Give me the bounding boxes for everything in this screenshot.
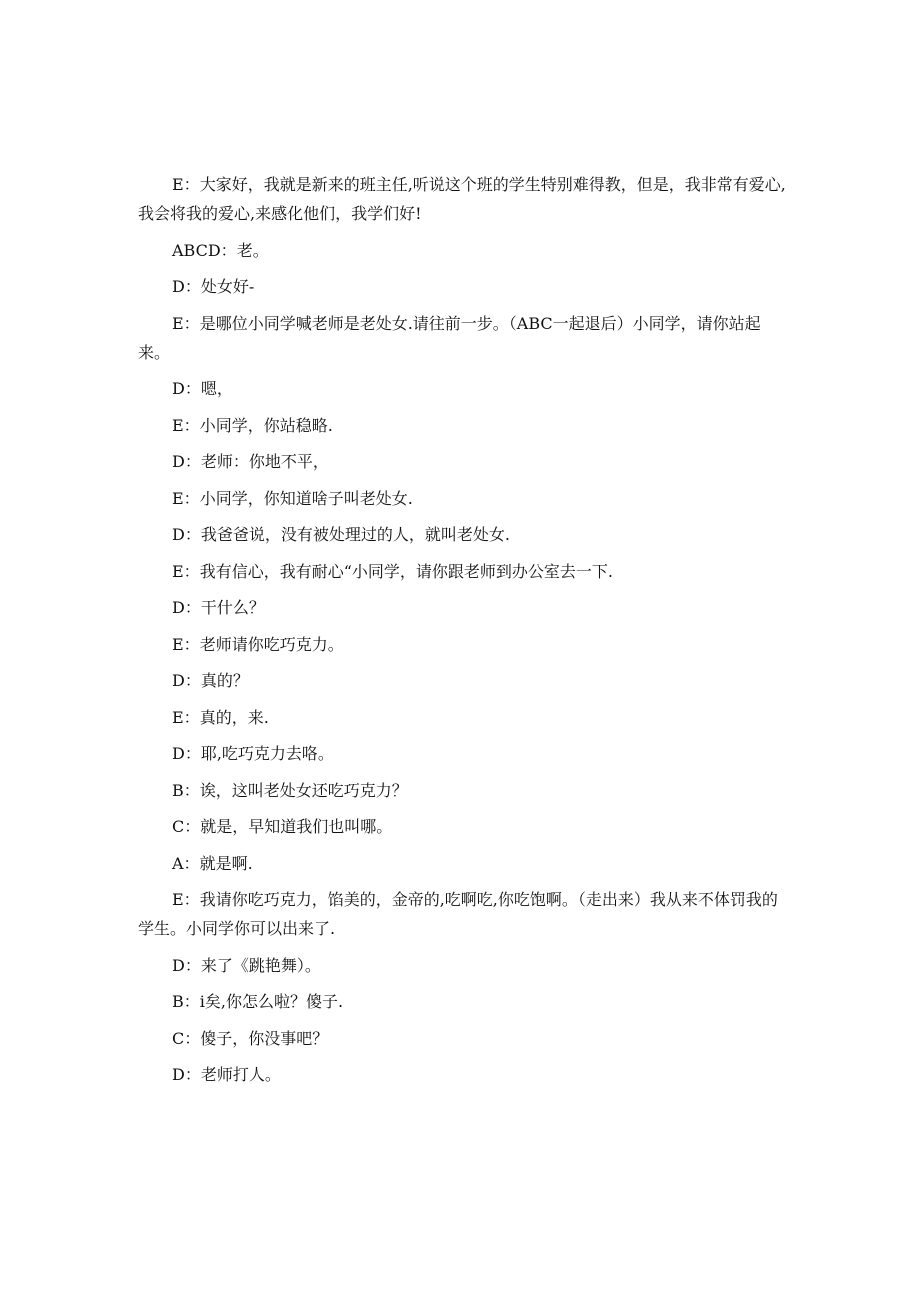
dialogue-line (138, 885, 788, 943)
dialogue-line (138, 739, 788, 768)
dialogue-text: 老师请你吃巧克力。 (199, 634, 344, 654)
dialogue-text: 大家好，我就是新来的班主任,听说这个班的学生特别难得教，但是，我非常有爱心,我会将我的爱心,来感化他们，我学们好! (138, 175, 786, 223)
dialogue-line (138, 236, 788, 265)
dialogue-text: 老师：你地不平， (200, 452, 329, 471)
speaker-label: D： (172, 955, 201, 975)
dialogue-text: 小同学，你知道啥子叫老处女. (199, 488, 413, 508)
speaker-label: E： (172, 175, 200, 194)
dialogue-text: 嗯， (200, 379, 233, 398)
speaker-label: D： (172, 379, 201, 398)
speaker-label: D： (172, 1065, 201, 1084)
dialogue-text: 来了《跳艳舞）。 (200, 955, 321, 975)
dialogue-text: 就是啊. (199, 853, 253, 873)
dialogue-text: 诶，这叫老处女还吃巧克力？ (199, 780, 408, 800)
dialogue-line (138, 170, 788, 228)
dialogue-text: 真的，来. (199, 707, 269, 727)
dialogue-text: 老师打人。 (200, 1065, 281, 1084)
dialogue-line (138, 1024, 788, 1053)
dialogue-line (138, 484, 788, 513)
dialogue-text: 小同学，你站稳略. (199, 415, 333, 435)
dialogue-line (138, 703, 788, 732)
dialogue-line (138, 309, 788, 367)
dialogue-line (138, 776, 788, 805)
speaker-label: ABCD： (172, 240, 237, 260)
dialogue-text: 我爸爸说，没有被处理过的人，就叫老处女. (200, 525, 510, 544)
dialogue-line (138, 374, 788, 403)
speaker-label: E： (172, 488, 200, 508)
dialogue-line (138, 272, 788, 301)
dialogue-line (138, 849, 788, 878)
dialogue-text: 处女好- (200, 277, 255, 296)
dialogue-line (138, 593, 788, 622)
dialogue-line (138, 630, 788, 659)
speaker-label: E： (172, 561, 200, 581)
dialogue-line (138, 520, 788, 549)
dialogue-text: 傻子，你没事吧？ (200, 1028, 329, 1048)
dialogue-text: 老。 (236, 240, 269, 260)
dialogue-text: 干什么？ (200, 598, 265, 617)
speaker-label: D： (172, 598, 201, 617)
dialogue-line (138, 1060, 788, 1089)
speaker-label: E： (172, 890, 200, 909)
dialogue-line (138, 812, 788, 841)
script-body (138, 170, 788, 1097)
dialogue-line (138, 411, 788, 440)
dialogue-line (138, 557, 788, 586)
speaker-label: C： (172, 1028, 201, 1048)
dialogue-text: i矣,你怎么啦？傻子. (199, 992, 344, 1011)
dialogue-text: 真的？ (200, 671, 249, 690)
dialogue-line (138, 987, 788, 1016)
speaker-label: E： (172, 634, 200, 654)
speaker-label: B： (172, 780, 200, 800)
speaker-label: D： (172, 671, 201, 690)
speaker-label: D： (172, 452, 201, 471)
speaker-label: D： (172, 744, 201, 763)
speaker-label: D： (172, 277, 201, 296)
speaker-label: E： (172, 415, 200, 435)
dialogue-text: 我请你吃巧克力，馅美的，金帝的,吃啊吃,你吃饱啊。（走出来）我从来不体罚我的学生。小同学你可以出来了. (138, 890, 778, 938)
speaker-label: B： (172, 992, 200, 1011)
dialogue-text: 是哪位小同学喊老师是老处女.请往前一步。（ABC一起退后）小同学，请你站起来。 (138, 313, 761, 362)
dialogue-text: 就是，早知道我们也叫哪。 (200, 817, 393, 836)
dialogue-text: 耶,吃巧克力去咯。 (200, 744, 334, 763)
speaker-label: C： (172, 817, 201, 836)
speaker-label: E： (172, 707, 200, 727)
speaker-label: E： (172, 313, 200, 333)
speaker-label: D： (172, 525, 201, 544)
dialogue-line (138, 951, 788, 980)
speaker-label: A： (172, 853, 200, 873)
dialogue-line (138, 666, 788, 695)
dialogue-line (138, 447, 788, 476)
dialogue-text: 我有信心，我有耐心“小同学，请你跟老师到办公室去一下. (199, 561, 613, 581)
